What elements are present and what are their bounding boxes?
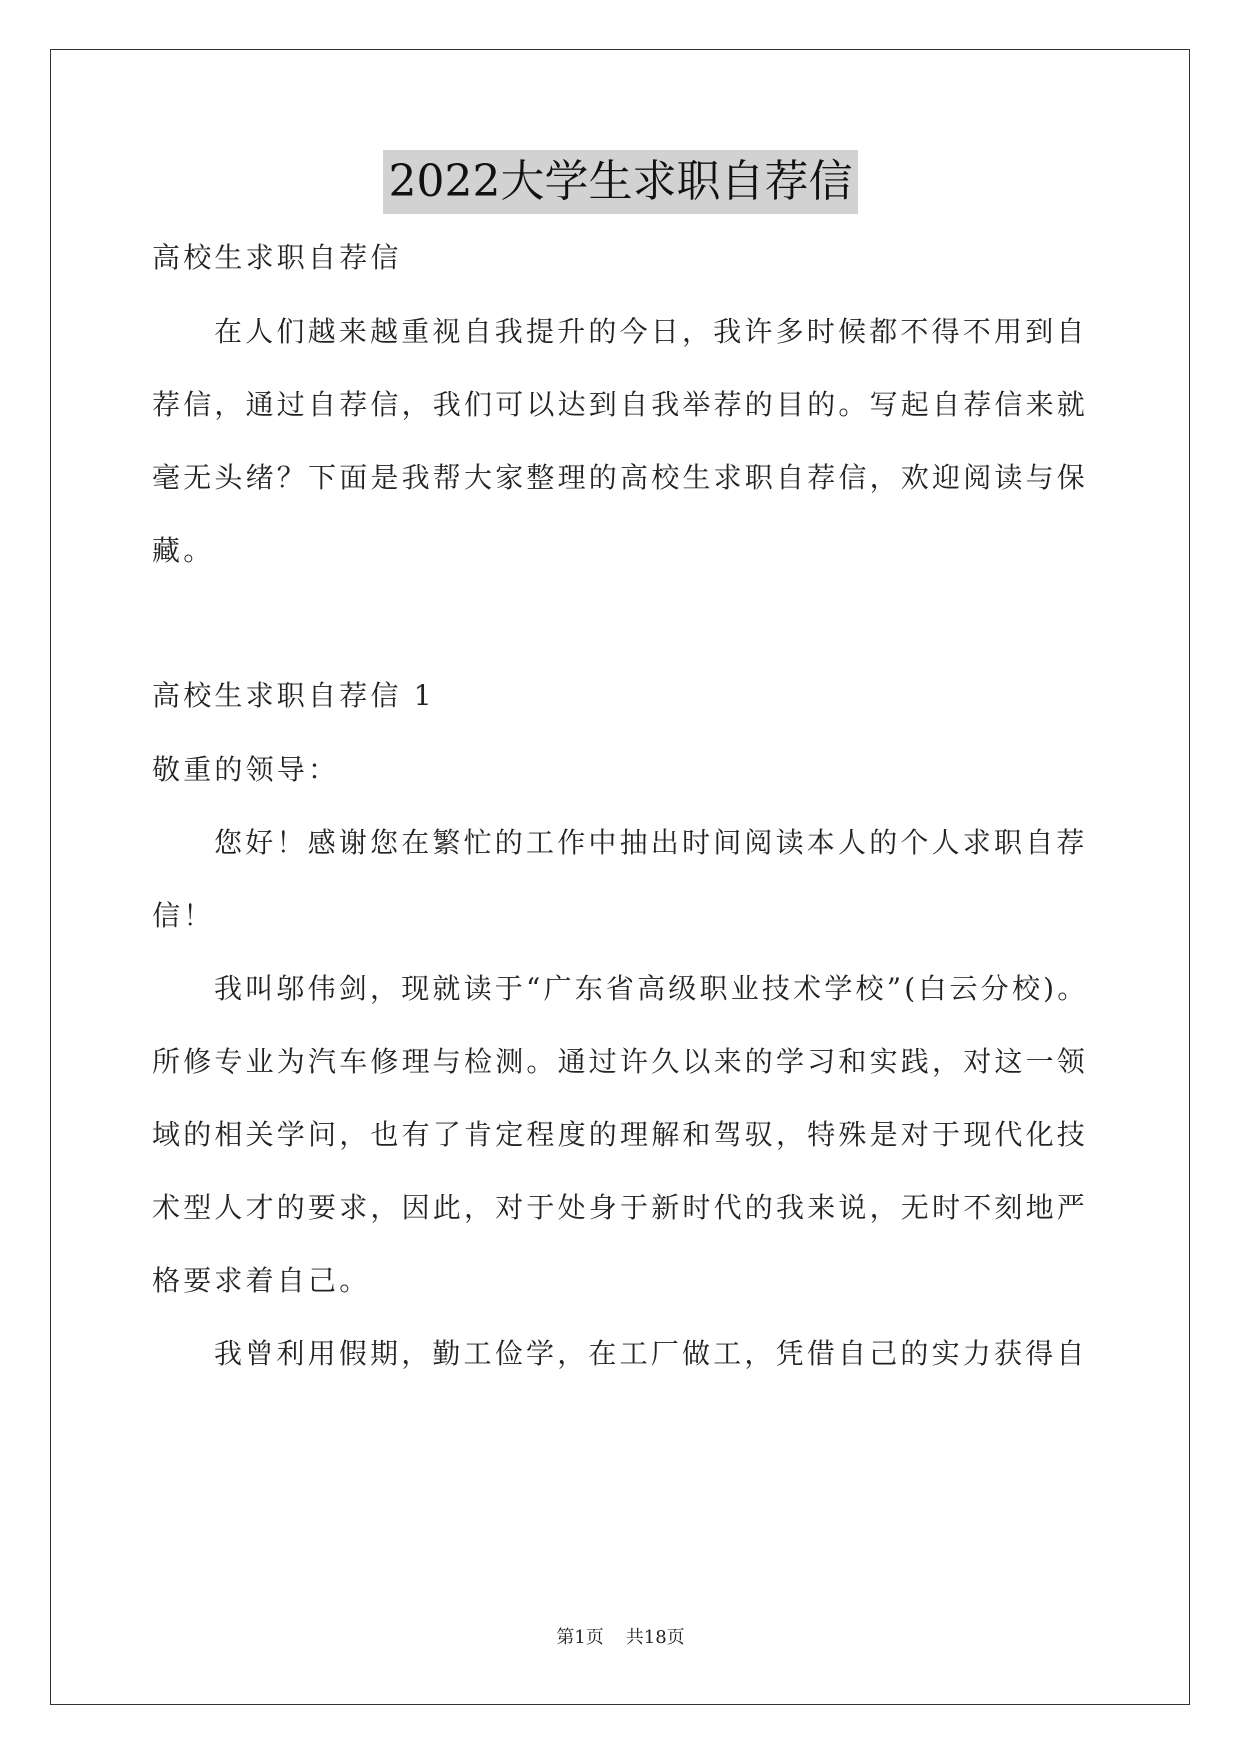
page-footer <box>0 1626 1241 1650</box>
paragraph-line: 藏。 <box>152 534 215 567</box>
paragraph-line: 域的相关学问，也有了肯定程度的理解和驾驭，特殊是对于现代化技 <box>152 1118 1089 1151</box>
paragraph-line: 毫无头绪？下面是我帮大家整理的高校生求职自荐信，欢迎阅读与保 <box>152 461 1089 494</box>
page-total: 共18页 <box>625 1627 685 1648</box>
paragraph-line: 术型人才的要求，因此，对于处身于新时代的我来说，无时不刻地严 <box>152 1191 1089 1224</box>
paragraph-line: 信！ <box>152 899 215 932</box>
page-number: 第1页 <box>556 1627 604 1648</box>
page-border <box>50 49 1190 1705</box>
paragraph-line: 格要求着自己。 <box>152 1264 371 1297</box>
section-heading: 高校生求职自荐信 1 <box>152 679 435 712</box>
paragraph-line: 在人们越来越重视自我提升的今日，我许多时候都不得不用到自 <box>214 315 1088 348</box>
paragraph-line: 您好！感谢您在繁忙的工作中抽出时间阅读本人的个人求职自荐 <box>214 826 1088 859</box>
paragraph-line: 我曾利用假期，勤工俭学，在工厂做工，凭借自己的实力获得自 <box>214 1337 1088 1370</box>
paragraph-line: 我叫邬伟剑，现就读于“广东省高级职业技术学校”(白云分校)。 <box>214 972 1089 1005</box>
title-container <box>0 150 1241 214</box>
subtitle-line: 高校生求职自荐信 <box>152 241 402 274</box>
document-title: 2022大学生求职自荐信 <box>383 150 859 214</box>
paragraph-line: 所修专业为汽车修理与检测。通过许久以来的学习和实践，对这一领 <box>152 1045 1089 1078</box>
salutation-line: 敬重的领导： <box>152 753 340 786</box>
paragraph-line: 荐信，通过自荐信，我们可以达到自我举荐的目的。写起自荐信来就 <box>152 388 1089 421</box>
